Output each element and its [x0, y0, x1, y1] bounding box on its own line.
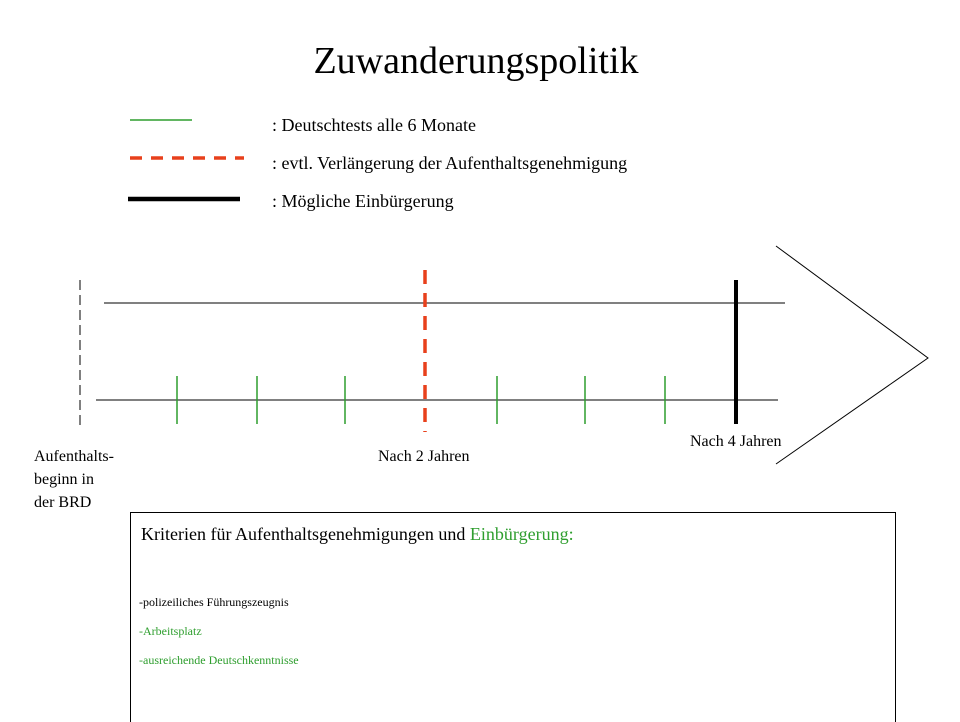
- page-title: Zuwanderungspolitik: [313, 40, 639, 82]
- criteria-heading-highlight: Einbürgerung:: [469, 524, 574, 544]
- legend-text-extension: : evtl. Verlängerung der Aufenthaltsgenehmigung: [272, 153, 628, 173]
- criteria-item-certificate: -polizeiliches Führungszeugnis: [139, 595, 289, 609]
- legend-text-tests: : Deutschtests alle 6 Monate: [272, 115, 476, 135]
- arrow-head: [776, 246, 928, 464]
- start-label-line-2: beginn in: [34, 471, 94, 488]
- label-4-years: Nach 4 Jahren: [690, 433, 782, 450]
- criteria-item-language: -ausreichende Deutschkenntnisse: [139, 653, 299, 667]
- criteria-box: [130, 512, 896, 722]
- criteria-heading-text: Kriterien für Aufenthaltsgenehmigungen und: [141, 524, 470, 544]
- start-label-line-1: Aufenthalts-: [34, 448, 114, 465]
- start-label-line-3: der BRD: [34, 494, 92, 511]
- criteria-heading: [141, 523, 574, 545]
- legend-text-naturalization: : Mögliche Einbürgerung: [272, 191, 454, 211]
- criteria-item-job: -Arbeitsplatz: [139, 624, 202, 638]
- label-2-years: Nach 2 Jahren: [378, 448, 470, 465]
